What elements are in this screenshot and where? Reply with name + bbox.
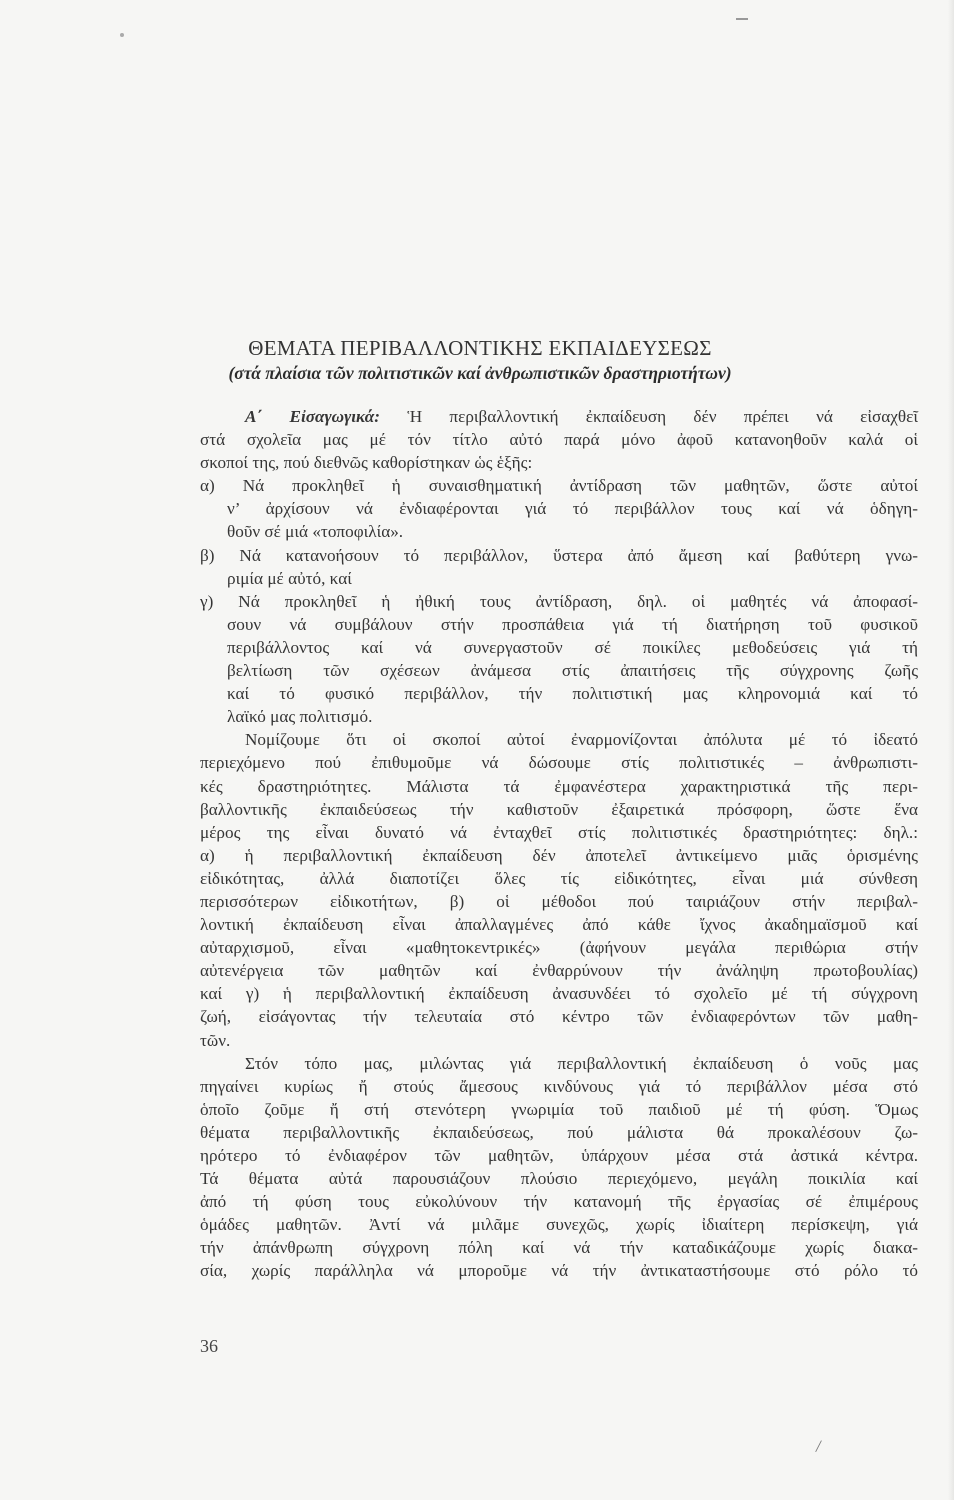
text-line: α) ἡ περιβαλλοντική ἐκπαίδευση δέν ἀποτελεῖ ἀντικείμενο μιᾶς ὁρισμένης [200,845,918,865]
text-line: πηγαίνει κυρίως ἤ στούς ἄμεσους κινδύνους γιά τό περιβάλλον μέσα στό [200,1076,918,1096]
text-line: κές δραστηριότητες. Μάλιστα τά ἐμφανέστερα χαρακτηριστικά τῆς περι- [200,776,918,796]
text-line: λαϊκό μας πολιτισμό. [227,707,373,727]
page-subtitle: (στά πλαίσια τῶν πολιτιστικῶν καί ἀνθρωπιστικῶν δραστηριοτήτων) [228,363,732,383]
text-line: βαλλοντικῆς ἐκπαιδεύσεως τήν καθιστοῦν ἐξαιρετικά πρόσφορη, ὥστε ἕνα [200,799,918,819]
text-line: σκοποί της, πού διεθνῶς καθορίστηκαν ὡς ἑξῆς: [200,453,533,473]
text-line: εἰδικότητας, ἀλλά διαποτίζει ὅλες τίς εἰδικότητες, εἶναι μιά σύνθεση [200,868,918,888]
text-line: α) Νά προκληθεῖ ἡ συναισθηματική ἀντίδραση τῶν μαθητῶν, ὥστε αὐτοί [200,476,918,496]
text-line: βελτίωση τῶν σχέσεων ἀνάμεσα στίς ἀπαιτήσεις τῆς σύγχρονης ζωῆς [227,661,918,681]
text-line: τήν ἀπάνθρωπη σύγχρονη πόλη καί νά τήν καταδικάζουμε χωρίς διακα- [200,1238,918,1258]
scan-speck [120,33,124,37]
text-line: ν’ ἀρχίσουν νά ἐνδιαφέρονται γιά τό περιβάλλον τους καί νά ὁδηγη- [227,499,918,519]
scan-slash-mark: / [814,1435,823,1457]
text-line: Στόν τόπο μας, μιλώντας γιά περιβαλλοντική ἐκπαίδευση ὁ νοῦς μας [245,1053,918,1073]
text-line: ὁποῖο ζοῦμε ἤ στή στενότερη γνωριμία τοῦ παιδιοῦ μέ τή φύση. Ὅμως [200,1099,918,1119]
text-line: Α΄ Εἰσαγωγικά: Ἡ περιβαλλοντική ἐκπαίδευση δέν πρέπει νά εἰσαχθεῖ [245,407,918,426]
text-line: σία, χωρίς παράλληλα νά μποροῦμε νά τήν ἀντικαταστήσουμε στό ρόλο τό [200,1261,918,1281]
page-title: ΘΕΜΑΤΑ ΠΕΡΙΒΑΛΛΟΝΤΙΚΗΣ ΕΚΠΑΙΔΕΥΣΕΩΣ [248,336,712,360]
section-lead: Α΄ Εἰσαγωγικά: [245,407,381,426]
text-line: ηρότερο τό ἐνδιαφέρον τῶν μαθητῶν, ὑπάρχουν μέσα στά ἀστικά κέντρα. [200,1146,918,1165]
text-line: β) Νά κατανοήσουν τό περιβάλλον, ὕστερα ἀπό ἄμεση καί βαθύτερη γνω- [200,545,918,565]
page-edge-shadow [948,0,954,1500]
text-line: καί τό φυσικό περιβάλλον, τήν πολιτιστική μας κληρονομιά καί τό [227,684,918,704]
text-line: θέματα περιβαλλοντικῆς ἐκπαιδεύσεως, πού μάλιστα θά προκαλέσουν ζω- [200,1122,918,1142]
scan-mark [736,18,748,20]
text-line: Τά θέματα αὐτά παρουσιάζουν πλούσιο περιεχόμενο, μεγάλη ποικιλία καί [200,1169,918,1189]
text-line: μέρος της εἶναι δυνατό νά ἐνταχθεῖ στίς πολιτιστικές δραστηριότητες: δηλ.: [200,822,918,842]
text-line: ὁμάδες μαθητῶν. Ἀντί νά μιλᾶμε συνεχῶς, χωρίς ἰδιαίτερη περίσκεψη, γιά [200,1215,918,1235]
text-line: τῶν. [200,1030,231,1050]
text-line: ριμία μέ αὐτό, καί [227,568,352,588]
text-line: στά σχολεῖα μας μέ τόν τίτλο αὐτό παρά μόνο ἀφοῦ κατανοηθοῦν καλά οἱ [200,430,918,450]
text-line: καί γ) ἡ περιβαλλοντική ἐκπαίδευση ἀνασυνδέει τό σχολεῖο μέ τή σύγχρονη [200,984,918,1004]
text-line: αὐτενέργεια τῶν μαθητῶν καί ἐνθαρρύνουν τήν ἀνάληψη πρωτοβουλίας) [200,961,918,981]
text-line: λοντική ἐκπαίδευση εἶναι ἀπαλλαγμένες ἀπό κάθε ἴχνος ἀκαδημαϊσμοῦ καί [200,915,918,935]
text-line: γ) Νά προκληθεῖ ἡ ἠθική τους ἀντίδραση, δηλ. οἱ μαθητές νά ἀποφασί- [200,591,918,611]
text-line: ἀπό τή φύση τους εὐκολύνουν τήν κατανομή τῆς ἐργασίας σέ ἐπιμέρους [200,1192,918,1212]
text-line: θοῦν σέ μιά «τοποφιλία». [227,522,404,542]
text-line: αὐταρχισμοῦ, εἶναι «μαθητοκεντρικές» (ἀφήνουν μεγάλα περιθώρια στήν [200,938,918,958]
body-text [200,405,918,1283]
text-line: περισσότερων εἰδικοτήτων, β) οἱ μέθοδοι πού ταιριάζουν στήν περιβαλ- [200,891,918,911]
text-line: περιεχόμενο πού ἐπιθυμοῦμε νά δώσουμε στίς πολιτιστικές – ἀνθρωπιστι- [200,753,918,773]
text-line: Νομίζουμε ὅτι οἱ σκοποί αὐτοί ἐναρμονίζονται ἀπόλυτα μέ τό ἰδεατό [245,730,918,750]
text-line: σουν νά συμβάλουν στήν προσπάθεια γιά τή διατήρηση τοῦ φυσικοῦ [227,614,918,634]
text-line: ζωή, εἰσάγοντας τήν τελευταία στό κέντρο τῶν ἐνδιαφερόντων τῶν μαθη- [200,1007,918,1027]
text-line: περιβάλλοντος καί νά συνεργαστοῦν σέ ποικίλες μεθοδεύσεις γιά τή [227,637,918,657]
page-number: 36 [200,1336,218,1356]
